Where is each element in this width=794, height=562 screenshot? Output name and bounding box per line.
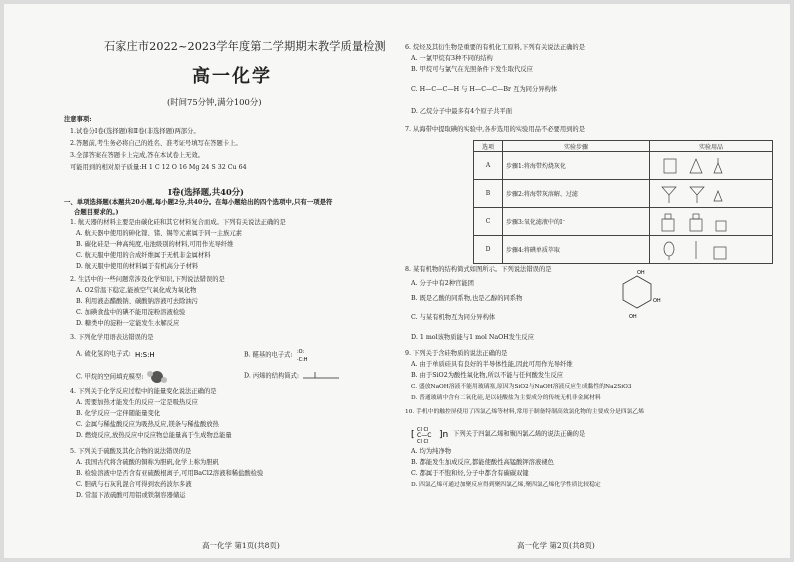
q2-stem: 2. 生活中的一些问题常涉及化学知识,下列说法错误的是 [70,276,225,283]
q7-row-b-equipment [650,180,773,208]
q7-row-c-step: 步骤3:氧化滤液中的I⁻ [503,208,650,236]
svg-text:OH: OH [637,270,645,276]
page-1-footer: 高一化学 第1页(共8页) [202,541,280,550]
q7-row-b-step: 步骤2:将海带灰溶解、过滤 [503,180,650,208]
page-1 [4,4,397,558]
q3-option-c [76,370,169,384]
q4-option-d: D. 燃烧反应,放热反应中反应物总能量高于生成物总能量 [76,432,232,439]
atomic-masses: 可能用到的相对原子质量:H 1 C 12 O 16 Mg 24 S 32 Cu 64 [70,164,247,171]
exam-header: 石家庄市2022~2023学年度第二学期期末教学质量检测 [104,40,386,53]
q2-option-d: D. 糖类中的淀粉一定能发生水解反应 [76,320,180,327]
q7-row-c-equipment [650,208,773,236]
q9-option-d: D. 普通玻璃中含有二氧化硅,是以硅酸盐为主要成分的传统无机非金属材料 [411,395,601,401]
q1-stem: 1. 航天器的材料主要是由碳化硅和其它材料复合而成。下列有关说法正确的是 [70,219,286,226]
q10-stem: 10. 手机中的触控屏使用了四氯乙烯等材料,常用于制备特制高效氯化物的主要成分是四氯乙烯 [405,409,644,415]
svg-text::O:: :O: [296,349,304,355]
q2-option-a: A. O2常温下稳定,能被空气氧化成为氧化物 [76,287,197,294]
q7-row-a [474,152,773,180]
reagent-bottle-icon [656,211,736,233]
q7-table [473,140,773,264]
q7-header-equipment: 实验用品 [650,141,773,152]
q7-row-a-equipment [650,152,773,180]
q7-row-c [474,208,773,236]
q7-row-d-option: D [474,236,503,264]
exam-sheet [4,4,790,558]
q7-header-option: 选项 [474,141,503,152]
q1-option-c: C. 航天服中使用的合成纤维属于无机非金属材料 [76,252,211,259]
q8-structure-icon [607,266,667,324]
svg-text:H:S:H: H:S:H [134,351,155,359]
q6-option-d: D. 乙烷分子中最多有4个原子共平面 [411,108,512,115]
page-2 [397,4,790,558]
q7-row-d-step: 步骤4:将碘单质萃取 [503,236,650,264]
exam-title: 高一化学 [192,66,272,87]
note-3: 3.全部答案在答题卡上完成,答在本试卷上无效。 [70,152,204,159]
funnel-beaker-icon [656,183,736,205]
q7-row-d-equipment [650,236,773,264]
svg-text:[: [ [411,430,415,440]
section-instruction-2: 合题目要求的。) [74,208,119,216]
crucible-lamp-icon [656,155,736,177]
q10-option-a: A. 均为纯净物 [411,448,452,455]
q7-row-b-option: B [474,180,503,208]
q7-row-d [474,236,773,264]
q3-option-a [76,349,177,359]
q3-option-b-text: B. 醛基的电子式: [244,351,293,359]
q4-option-b: B. 化学反应一定伴随能量变化 [76,410,161,417]
q5-stem: 5. 下列关于硫酸及其化合物的说法错误的是 [70,448,192,455]
svg-text:Cl Cl: Cl Cl [417,439,429,444]
q7-row-a-option: A [474,152,503,180]
q3-option-a-text: A. 硫化氢的电子式: [76,350,131,358]
q7-row-b [474,180,773,208]
q7-row-c-option: C [474,208,503,236]
ptfe-structure-icon [411,424,451,444]
q7-table-header [474,141,773,152]
q6-option-c: C. H—C—C—H 与 H—C—C—Br 互为同分异构体 [411,86,558,93]
svg-text:Cl Cl: Cl Cl [417,427,429,433]
q10-stem-2: 下列关于四氯乙烯和聚四氯乙烯的说法正确的是 [453,430,586,438]
q5-option-d: D. 常温下浓硫酸可用铝或铁制容器储运 [76,492,186,499]
q7-stem: 7. 从海带中提取碘的实验中,各步选用的实验用品不必要用到的是 [405,126,586,133]
note-1: 1.试卷分Ⅰ卷(选择题)和Ⅱ卷(非选择题)两部分。 [70,128,200,135]
q8-option-d: D. 1 mol该物质能与1 mol NaOH发生反应 [411,334,534,341]
svg-text:C—C: C—C [417,432,432,439]
q8-option-c: C. 与某有机物互为同分异构体 [411,314,496,321]
q8-option-a: A. 分子中有2种官能团 [411,280,474,287]
q2-option-b: B. 利用液态醋酸钠、碳酸钠溶液可去除油污 [76,298,198,305]
q3-option-d [244,370,341,382]
q1-option-a: A. 航天器中使用的砷化镓、锗、锡等元素属于同一主族元素 [76,230,242,237]
q9-option-c: C. 盛放NaOH溶液不能用玻璃塞,原因为SiO2与NaOH溶液反应生成黏性的Na2SiO3 [411,384,632,390]
q9-option-b: B. 由于SiO2为酸性氧化物,所以不能与任何酸发生反应 [411,372,564,379]
aldehyde-structure-icon [295,347,325,363]
q3-stem: 3. 下列化学用语表达错误的是 [70,334,154,341]
q10-option-b: B. 都能发生加成反应,都能使酸性高锰酸钾溶液褪色 [411,459,554,466]
svg-text:·C:H: ·C:H [296,357,308,363]
q5-option-a: A. 我国古代将含硫酸的铜称为胆矾,化学上称为胆矾 [76,459,219,466]
q9-option-a: A. 由于单质硅具有良好的半导体性能,因此可用作光导纤维 [411,361,573,368]
page-2-footer: 高一化学 第2页(共8页) [517,541,595,550]
q7-header-step: 实验步骤 [503,141,650,152]
svg-text:OH: OH [653,298,661,304]
q8-option-b: B. 既是乙酸的同系物,也是乙醇的同系物 [411,295,523,302]
q6-stem: 6. 烷烃及其衍生物是重要的有机化工原料,下列有关说法正确的是 [405,44,586,51]
q3-option-c-text: C. 甲烷的空间填充模型: [76,373,144,381]
q5-option-b: B. 检验溶液中是否含有亚硫酸根离子,可用BaCl2溶液和稀盐酸检验 [76,470,264,477]
q6-option-b: B. 甲烷可与氯气在光照条件下发生取代反应 [411,66,533,73]
q8-stem: 8. 某有机物的结构简式如图所示。下列说法错误的是 [405,266,552,273]
propene-structure-icon [301,370,341,382]
svg-text:OH: OH [629,314,637,320]
q1-option-b: B. 碳化硅是一种高纯度,电池级别的材料,可用作光导纤维 [76,241,234,248]
exam-time: (时间75分钟,满分100分) [167,97,262,107]
svg-text:]n: ]n [439,430,449,440]
notes-title: 注意事项: [64,116,92,123]
q1-option-d: D. 航天服中使用的材料属于有机高分子材料 [76,263,199,270]
q10-option-c: C. 都属于不饱和烃,分子中都含有碳碳双键 [411,470,529,477]
q3-option-d-text: D. 丙烯的结构简式: [244,372,300,380]
q10-polymer-line [411,424,585,444]
methane-model-icon [145,370,169,384]
q7-row-a-step: 步骤1:将海带灼烧灰化 [503,152,650,180]
q6-option-a: A. 一氯甲烷有3种不同的结构 [411,55,493,62]
note-2: 2.答题前,考生务必将自己的姓名、准考证号填写在答题卡上。 [70,140,242,147]
separatory-funnel-icon [656,239,736,261]
q3-option-b [244,347,325,363]
q5-option-c: C. 胆矾与石灰乳混合可得到农药波尔多液 [76,481,192,488]
q4-option-c: C. 金属与稀盐酸反应为吸热反应,镁条与稀盐酸放热 [76,421,219,428]
section-instruction: 一、单项选择题(本题共20小题,每小题2分,共40分。在每小题给出的四个选项中,只有一项是符 [64,198,333,206]
q4-option-a: A. 需要加热才能发生的反应一定是吸热反应 [76,399,198,406]
section-heading: Ⅰ卷(选择题,共40分) [168,187,244,197]
q4-stem: 4. 下列关于化学反应过程中的能量变化说法正确的是 [70,388,217,395]
q9-stem: 9. 下列关于含硅物质的说法正确的是 [405,350,508,357]
q2-option-c: C. 加碘食盐中的碘不能用淀粉溶液检验 [76,309,186,316]
q10-option-d: D. 四氯乙烯可通过加聚反应得到聚四氯乙烯,聚四氯乙烯化学性质比较稳定 [411,482,601,488]
h2s-structure-icon [133,349,177,359]
